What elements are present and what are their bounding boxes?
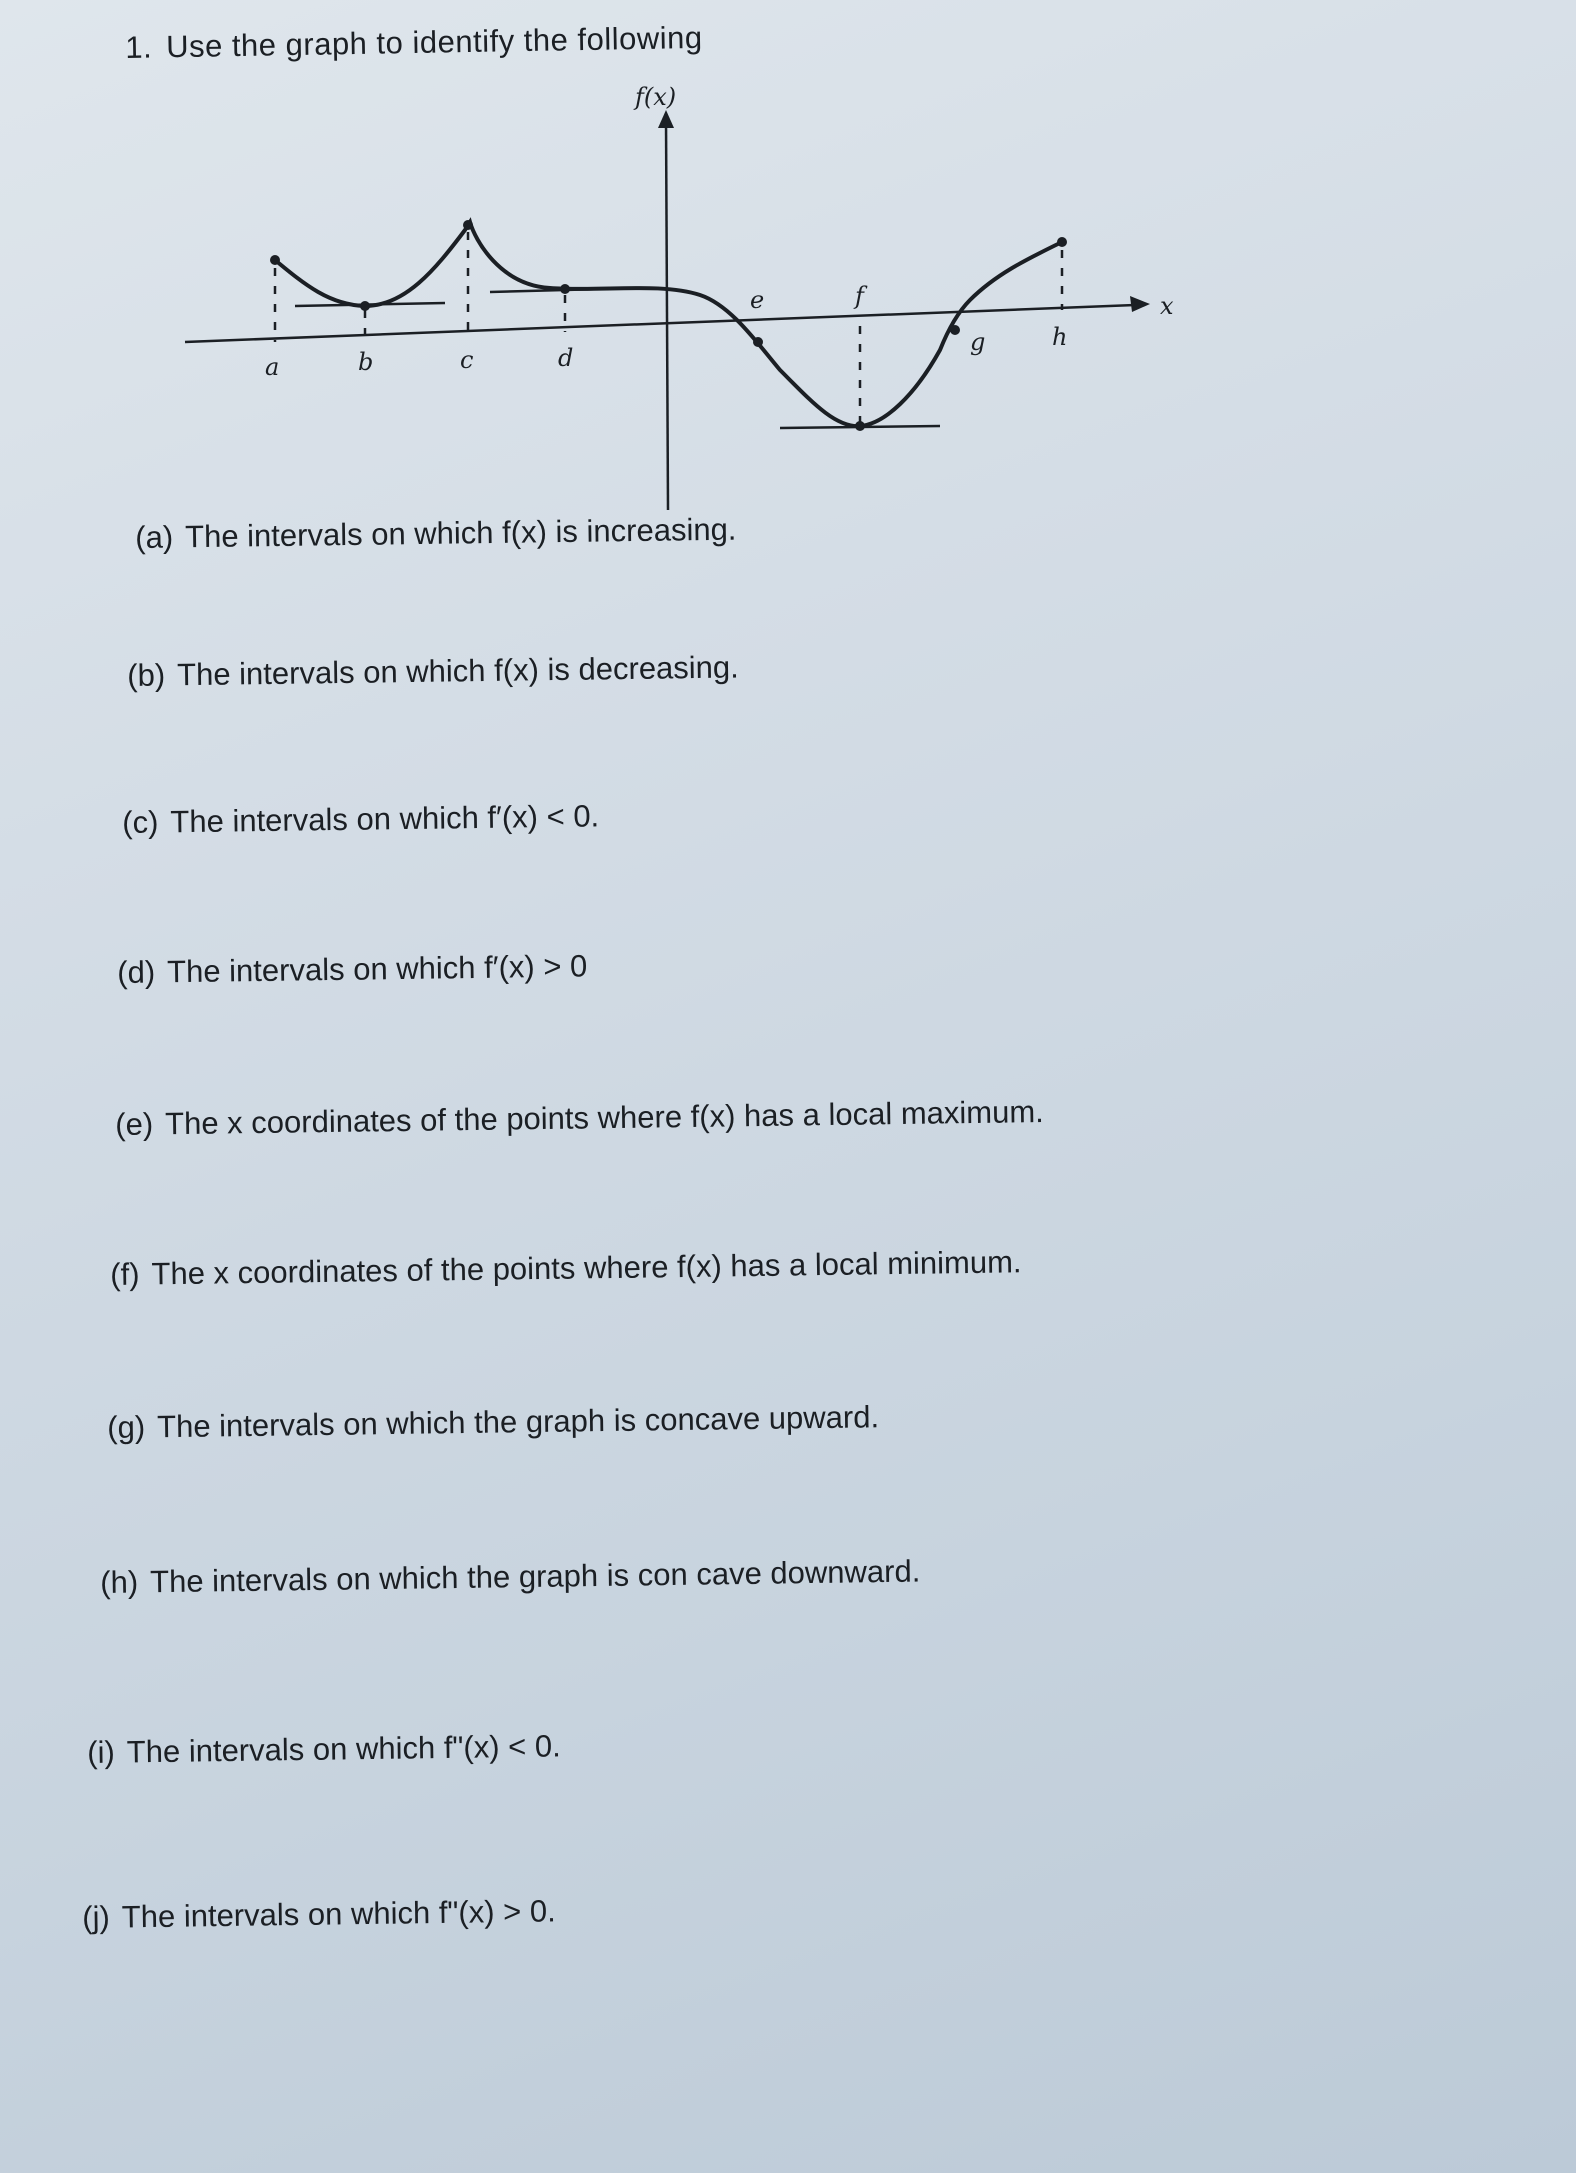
point-label-h: h [1052, 323, 1068, 351]
function-graph [170, 83, 1190, 510]
problem-number: 1. [125, 29, 153, 65]
question-text: The intervals on which the graph is concave upward. [156, 1399, 880, 1445]
question-label: (j) [82, 1899, 111, 1935]
question-text: The intervals on which f′(x) < 0. [170, 798, 600, 840]
question-label: (b) [127, 657, 166, 693]
question-f [110, 1244, 1022, 1293]
point-label-c: c [460, 346, 474, 374]
point-e-dot [753, 337, 763, 347]
question-label: (g) [107, 1409, 146, 1445]
question-c [122, 798, 599, 841]
question-label: (e) [115, 1106, 154, 1142]
question-label: (a) [135, 519, 174, 555]
question-a [135, 512, 737, 556]
question-label: (c) [122, 804, 159, 840]
point-label-g: g [970, 328, 986, 356]
point-label-b: b [358, 348, 374, 376]
question-text: The intervals on which the graph is con cave downward. [149, 1553, 921, 1600]
question-b [127, 649, 739, 694]
question-i [87, 1728, 561, 1771]
point-label-e: e [750, 286, 765, 314]
x-axis-arrow [1130, 296, 1150, 312]
y-axis-label: f(x) [635, 83, 677, 111]
question-g [107, 1399, 879, 1446]
question-j [82, 1893, 556, 1936]
question-h [100, 1554, 921, 1601]
point-f-dot [855, 421, 865, 431]
question-text: The intervals on which f′(x) > 0 [166, 948, 588, 990]
question-text: The intervals on which f(x) is decreasing. [176, 649, 740, 693]
point-label-f: f [855, 282, 864, 310]
x-axis-label: x [1160, 292, 1174, 320]
question-label: (i) [87, 1734, 116, 1770]
point-a-dot [270, 255, 280, 265]
question-text: The intervals on which f(x) is increasing. [184, 511, 737, 555]
y-axis-arrow [658, 110, 674, 128]
question-label: (f) [110, 1256, 140, 1292]
problem-instruction: Use the graph to identify the following [165, 19, 703, 65]
question-text: The intervals on which f"(x) < 0. [126, 1728, 561, 1770]
question-text: The x coordinates of the points where f(x) has a local minimum. [151, 1244, 1022, 1292]
point-d-dot [560, 284, 570, 294]
question-label: (d) [117, 954, 156, 990]
point-b-dot [360, 301, 370, 311]
point-c-dot [463, 220, 473, 230]
tangent-b [295, 303, 445, 306]
question-e [115, 1094, 1044, 1143]
point-g-dot [950, 325, 960, 335]
point-label-d: d [558, 344, 574, 372]
point-h-dot [1057, 237, 1067, 247]
question-text: The intervals on which f"(x) > 0. [121, 1893, 556, 1935]
question-d [117, 948, 588, 991]
x-axis [185, 305, 1135, 342]
y-axis [666, 120, 668, 510]
question-text: The x coordinates of the points where f(x) has a local maximum. [164, 1094, 1045, 1142]
graph-svg [170, 83, 1190, 510]
question-label: (h) [100, 1564, 139, 1600]
point-label-a: a [265, 353, 280, 381]
problem-heading [125, 20, 703, 66]
